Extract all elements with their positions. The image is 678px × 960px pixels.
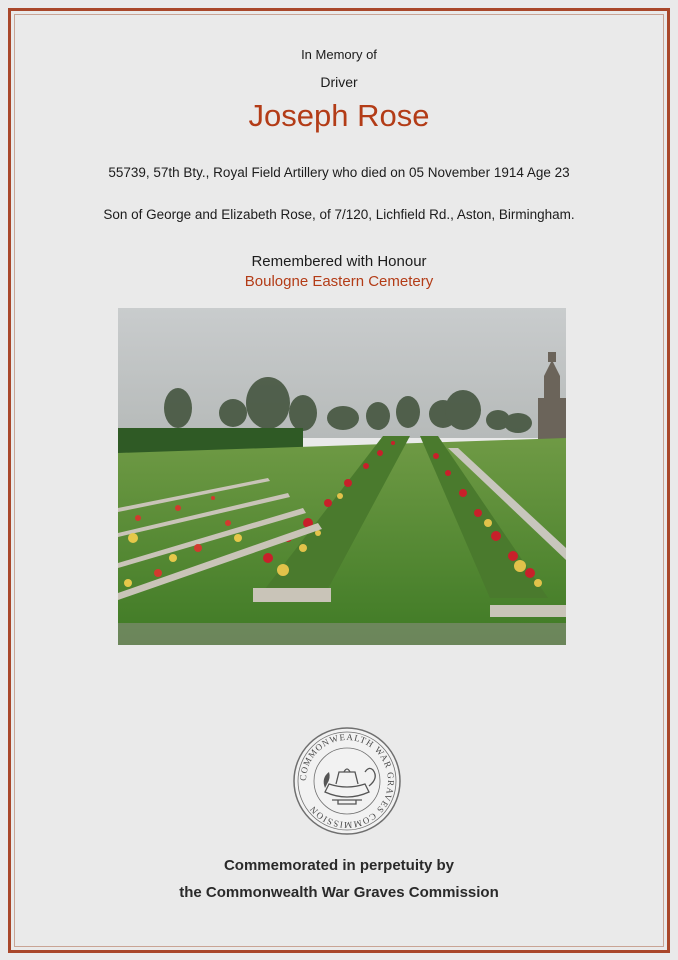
soldier-name: Joseph Rose <box>248 98 430 133</box>
remembered-with-honour: Remembered with Honour <box>251 253 427 270</box>
cemetery-name: Boulogne Eastern Cemetery <box>244 273 434 290</box>
certificate-inner-border <box>14 14 664 947</box>
family-details: Son of George and Elizabeth Rose, of 7/120, Lichfield Rd., Aston, Birmingham. <box>103 207 575 222</box>
cemetery-photo <box>118 308 566 645</box>
certificate-border <box>8 8 670 953</box>
rank-label: Driver <box>320 74 358 90</box>
seal-text: COMMONWEALTH WAR GRAVES COMMISSION <box>297 731 397 831</box>
footer-line-2: the Commonwealth War Graves Commission <box>179 884 499 901</box>
cwgc-seal <box>292 726 402 836</box>
in-memory-heading: In Memory of <box>301 47 377 62</box>
footer-line-1: Commemorated in perpetuity by <box>223 857 455 874</box>
service-details: 55739, 57th Bty., Royal Field Artillery who died on 05 November 1914 Age 23 <box>108 165 570 180</box>
